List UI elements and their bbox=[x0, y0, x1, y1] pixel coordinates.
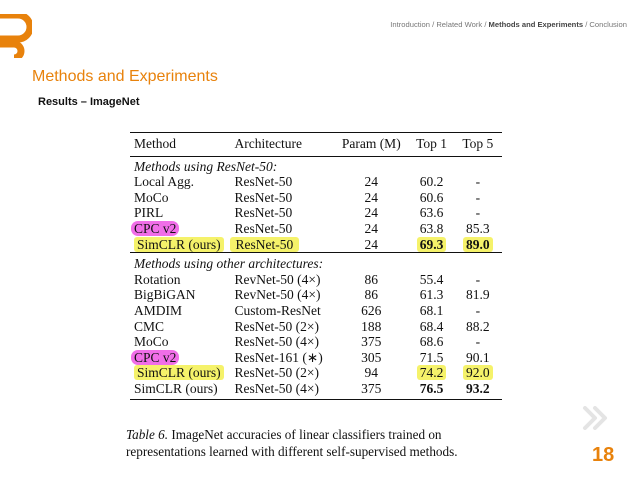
top1-cell: 55.4 bbox=[419, 271, 444, 287]
architecture-cell: ResNet-50 (2×) bbox=[234, 365, 320, 381]
top1-cell: 61.3 bbox=[419, 287, 444, 303]
method-cell: PIRL bbox=[134, 205, 164, 221]
method-cell: CMC bbox=[134, 318, 165, 334]
top1-cell: 60.6 bbox=[419, 189, 444, 205]
method-cell: BigBiGAN bbox=[134, 287, 196, 303]
highlight-mark: SimCLR (ours) bbox=[134, 237, 224, 252]
group-header-row bbox=[130, 253, 502, 272]
top5-cell: 90.1 bbox=[466, 349, 490, 365]
top5-cell: 85.3 bbox=[466, 220, 490, 236]
param-cell: 375 bbox=[333, 381, 409, 399]
param-cell: 24 bbox=[364, 189, 379, 205]
table-row bbox=[130, 287, 502, 303]
top1-cell: 63.6 bbox=[419, 205, 444, 221]
breadcrumb-separator: / bbox=[482, 20, 489, 29]
param-cell: 24 bbox=[364, 220, 379, 236]
column-header: Method bbox=[130, 133, 235, 157]
column-header: Top 1 bbox=[409, 133, 453, 157]
top5-cell: - bbox=[475, 205, 481, 221]
breadcrumb-item[interactable]: Introduction bbox=[390, 20, 430, 29]
top1-cell bbox=[409, 237, 453, 253]
method-cell: SimCLR (ours) bbox=[130, 381, 235, 399]
breadcrumb-item[interactable]: Methods and Experiments bbox=[488, 20, 584, 29]
table-row bbox=[130, 174, 502, 190]
method-cell: AMDIM bbox=[134, 302, 183, 318]
table-row bbox=[130, 303, 502, 319]
table-row bbox=[130, 334, 502, 350]
param-cell: 86 bbox=[364, 287, 379, 303]
table-row bbox=[130, 350, 502, 366]
table-row bbox=[130, 205, 502, 221]
slide-title: Methods and Experiments bbox=[32, 68, 218, 85]
table-row bbox=[130, 381, 502, 399]
top5-cell bbox=[454, 237, 502, 253]
architecture-cell: RevNet-50 (4×) bbox=[234, 287, 321, 303]
highlight-mark: 74.2 bbox=[417, 365, 447, 380]
table-row bbox=[130, 237, 502, 253]
top1-cell: 68.4 bbox=[419, 318, 444, 334]
architecture-cell: ResNet-50 (4×) bbox=[234, 334, 320, 350]
param-cell: 626 bbox=[361, 302, 382, 318]
method-cell: MoCo bbox=[134, 334, 169, 350]
top5-cell: - bbox=[475, 302, 481, 318]
top5-cell: - bbox=[475, 174, 481, 190]
top5-cell: 81.9 bbox=[466, 287, 490, 303]
highlight-mark: 92.0 bbox=[463, 365, 493, 380]
highlight-mark: SimCLR (ours) bbox=[134, 365, 224, 380]
architecture-cell: ResNet-50 bbox=[234, 189, 293, 205]
breadcrumb-item[interactable]: Conclusion bbox=[589, 20, 627, 29]
top5-cell: - bbox=[475, 334, 481, 350]
table-caption bbox=[126, 426, 510, 460]
top5-cell: 88.2 bbox=[466, 318, 490, 334]
top5-cell: 93.2 bbox=[454, 381, 502, 399]
top1-cell: 68.6 bbox=[419, 334, 444, 350]
top1-cell: 60.2 bbox=[419, 174, 444, 190]
caption-label: Table 6. bbox=[126, 427, 169, 442]
method-cell bbox=[130, 237, 235, 253]
param-cell: 375 bbox=[361, 334, 382, 350]
method-cell bbox=[130, 350, 235, 366]
architecture-cell bbox=[235, 237, 334, 253]
page-number: 18 bbox=[592, 444, 615, 466]
group-header-row bbox=[130, 156, 502, 174]
architecture-cell: ResNet-50 bbox=[234, 205, 293, 221]
param-cell: 24 bbox=[364, 205, 379, 221]
top5-cell: - bbox=[475, 189, 481, 205]
paper-table-figure bbox=[122, 124, 508, 466]
param-cell: 188 bbox=[361, 318, 382, 334]
column-header: Architecture bbox=[235, 133, 334, 157]
table-row bbox=[130, 221, 502, 237]
highlight-mark: CPC v2 bbox=[131, 350, 179, 365]
column-header: Param (M) bbox=[333, 133, 409, 157]
param-cell: 94 bbox=[364, 365, 379, 381]
param-cell: 24 bbox=[364, 236, 379, 252]
highlight-mark: ResNet-50 bbox=[230, 237, 300, 252]
architecture-cell: ResNet-50 bbox=[234, 220, 293, 236]
method-cell: MoCo bbox=[134, 189, 169, 205]
group-label: Methods using other architectures: bbox=[130, 253, 502, 272]
breadcrumb-item[interactable]: Related Work bbox=[436, 20, 483, 29]
results-table bbox=[130, 132, 502, 400]
architecture-cell: RevNet-50 (4×) bbox=[234, 271, 321, 287]
param-cell: 305 bbox=[361, 349, 382, 365]
architecture-cell: Custom-ResNet bbox=[234, 302, 321, 318]
column-header: Top 5 bbox=[454, 133, 502, 157]
table-row bbox=[130, 190, 502, 206]
method-cell: Rotation bbox=[134, 271, 181, 287]
caption-text: ImageNet accuracies of linear classifiers trained on representations learned with different self-supervised methods. bbox=[126, 427, 458, 459]
architecture-cell: ResNet-161 (∗) bbox=[234, 349, 323, 365]
method-cell bbox=[130, 221, 235, 237]
top5-cell: - bbox=[475, 271, 481, 287]
table-row bbox=[130, 365, 502, 381]
watermark-chevron-icon bbox=[582, 406, 610, 430]
top1-cell bbox=[409, 365, 453, 381]
breadcrumb-separator: / bbox=[583, 20, 590, 29]
top5-cell bbox=[454, 365, 502, 381]
method-cell: Local Agg. bbox=[134, 174, 194, 190]
breadcrumb-separator: / bbox=[429, 20, 437, 29]
highlight-mark: 69.3 bbox=[417, 237, 447, 252]
top1-cell: 76.5 bbox=[409, 381, 453, 399]
breadcrumb-nav bbox=[0, 20, 627, 29]
param-cell: 86 bbox=[364, 271, 379, 287]
method-cell bbox=[130, 365, 235, 381]
architecture-cell: ResNet-50 (4×) bbox=[235, 381, 334, 399]
table-header-row bbox=[130, 133, 502, 157]
top1-cell: 71.5 bbox=[419, 349, 444, 365]
table-row bbox=[130, 319, 502, 335]
param-cell: 24 bbox=[364, 174, 379, 190]
highlight-mark: 89.0 bbox=[463, 237, 493, 252]
top1-cell: 68.1 bbox=[419, 302, 444, 318]
highlight-mark: CPC v2 bbox=[131, 221, 179, 236]
group-label: Methods using ResNet-50: bbox=[134, 158, 278, 174]
architecture-cell: ResNet-50 bbox=[234, 174, 293, 190]
table-row bbox=[130, 272, 502, 288]
top1-cell: 63.8 bbox=[419, 220, 444, 236]
architecture-cell: ResNet-50 (2×) bbox=[234, 318, 320, 334]
slide-subtitle: Results – ImageNet bbox=[38, 96, 140, 108]
